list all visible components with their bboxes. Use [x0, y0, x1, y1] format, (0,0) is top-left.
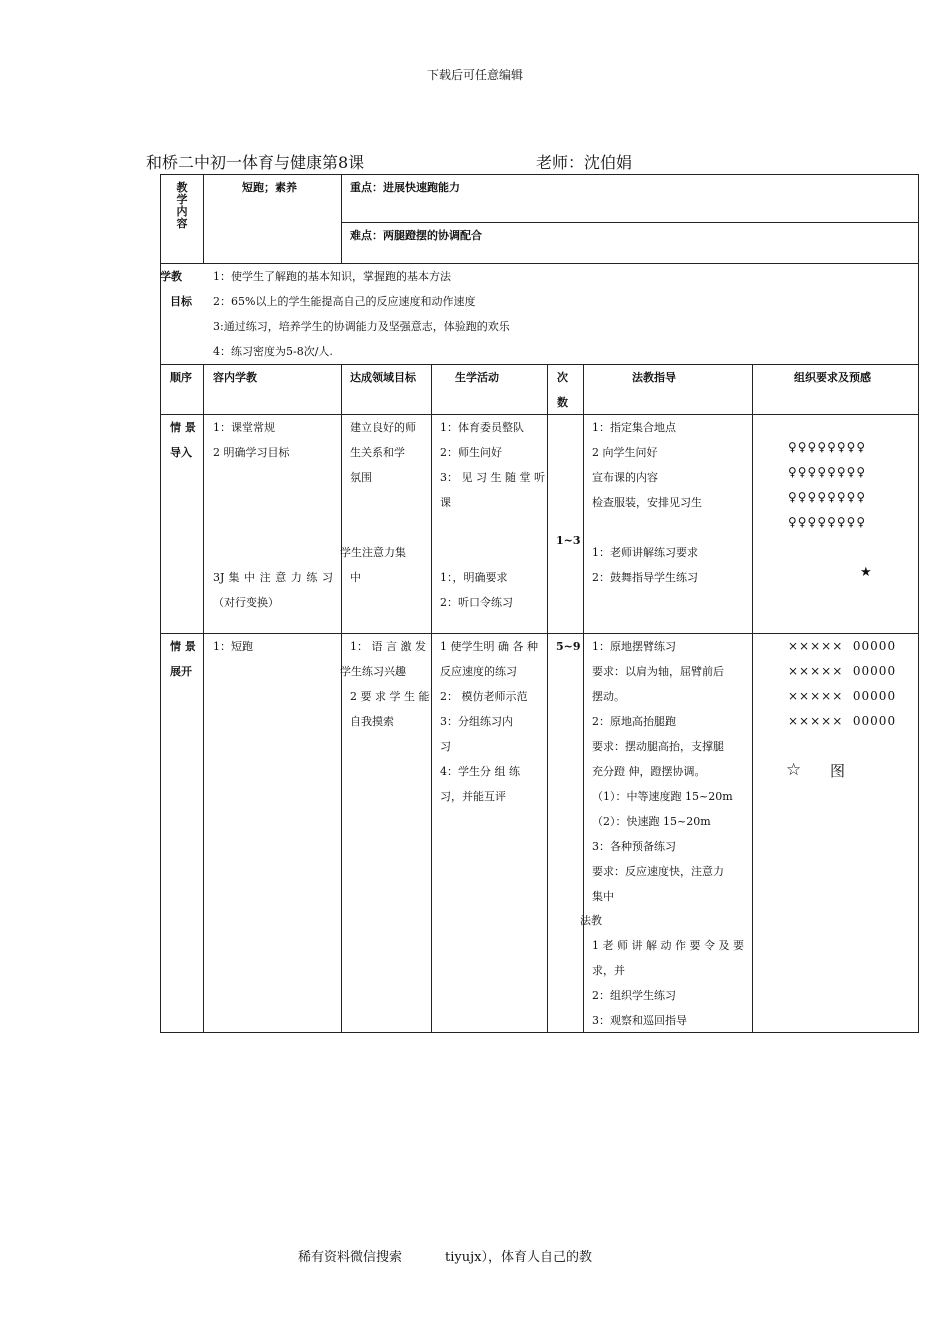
objective-line: 2：65%以上的学生能提高自己的反应速度和动作速度 — [213, 295, 476, 308]
formation-row: ♀♀♀♀♀♀♀♀ — [788, 515, 867, 529]
formation-row: ××××× 00000 — [788, 689, 897, 703]
section2-method: 3：各种预备练习 — [592, 840, 676, 853]
section1-student: 2：听口令练习 — [440, 596, 513, 609]
figure-label: 图 — [830, 762, 847, 780]
section1-student: 3： 见 习 生 随 堂 听 — [440, 471, 545, 484]
section2-method — [592, 933, 744, 958]
difficulty: 难点：两腿蹬摆的协调配合 — [350, 229, 482, 242]
footer-right: tiyujx），体育人自己的教 — [445, 1250, 592, 1265]
table-border-bottom — [160, 1032, 919, 1033]
col-header-org: 组织要求及预感 — [794, 371, 871, 384]
section1-student: 2：师生问好 — [440, 446, 502, 459]
section2-method: 充分蹬 伸，蹬摆协调。 — [592, 765, 706, 778]
section1-order: 导入 — [170, 446, 192, 459]
table-border-left — [160, 174, 161, 1033]
formation-row: ♀♀♀♀♀♀♀♀ — [788, 440, 867, 454]
section1-content-line: 3J 集 中 注 意 力 练 习 — [213, 571, 333, 584]
col-header-order: 顺序 — [170, 371, 192, 384]
content-label: 教 学 内 容 — [176, 181, 188, 230]
section2-method: 2：组织学生练习 — [592, 989, 676, 1002]
section2-student: 习，并能互评 — [440, 790, 506, 803]
table-divider — [547, 364, 548, 1033]
section2-method: （2）：快速跑 15~20m — [592, 815, 711, 828]
section2-method: 1：原地摆臂练习 — [592, 640, 676, 653]
col-header-count: 次 — [557, 371, 568, 384]
col-header-method: 法教指导 — [632, 371, 676, 384]
key-point: 重点：进展快速跑能力 — [350, 181, 460, 194]
section1-goal: 中 — [350, 571, 361, 584]
section2-method: 求，并 — [592, 964, 625, 977]
section1-content — [213, 565, 333, 590]
section2-goal: 2 要 求 学 生 能 — [350, 690, 430, 703]
section2-student: 1 使学生明 确 各 种 — [440, 640, 538, 653]
section2-method: 摆动。 — [592, 690, 625, 703]
section1-method: 宣布课的内容 — [592, 471, 658, 484]
section1-goal: 氛围 — [350, 471, 372, 484]
hollow-star-icon: ☆ — [786, 760, 803, 780]
section2-student: 反应速度的练习 — [440, 665, 517, 678]
section1-method: 2 向学生问好 — [592, 446, 658, 459]
section2-goal: 1： 语 言 激 发 — [350, 640, 426, 653]
table-divider — [203, 364, 204, 1033]
star-icon: ★ — [860, 565, 873, 580]
formation-row: ××××× 00000 — [788, 664, 897, 678]
objective-line: 3:通过练习，培养学生的协调能力及坚强意志，体验跑的欢乐 — [213, 320, 510, 333]
section1-method: 检查服装，安排见习生 — [592, 496, 702, 509]
section1-content: （对行变换） — [213, 596, 279, 609]
table-divider — [752, 364, 753, 1033]
section2-method: （1）：中等速度跑 15~20m — [592, 790, 733, 803]
section1-count: 1~3 — [556, 534, 581, 547]
formation-row: ♀♀♀♀♀♀♀♀ — [788, 465, 867, 479]
section1-goal: 生关系和学 — [350, 446, 405, 459]
footer-left: 稀有资料微信搜索 — [298, 1250, 403, 1265]
section1-student: 课 — [440, 496, 451, 509]
section1-goal: 建立良好的师 — [350, 421, 416, 434]
section1-order: 情 景 — [170, 421, 196, 434]
section2-method: 要求：以肩为轴，屈臂前后 — [592, 665, 724, 678]
section2-method: 2：原地高抬腿跑 — [592, 715, 676, 728]
section2-method: 要求：摆动腿高抬，支撑腿 — [592, 740, 724, 753]
section1-method: 2：鼓舞指导学生练习 — [592, 571, 698, 584]
section2-method-line: 1 老 师 讲 解 动 作 要 令 及 要 — [592, 939, 744, 952]
formation-row: ♀♀♀♀♀♀♀♀ — [788, 490, 867, 504]
section1-goal: 学生注意力集 — [340, 546, 406, 559]
objective-line: 4：练习密度为5-8次/人. — [213, 345, 333, 358]
section1-content: 1：课堂常规 — [213, 421, 275, 434]
col-header-goal: 达成领域目标 — [350, 371, 416, 384]
table-divider — [203, 174, 204, 264]
objectives-label: 学教 — [160, 270, 182, 283]
section2-goal: 学生练习兴趣 — [340, 665, 406, 678]
section2-order: 展开 — [170, 665, 192, 678]
section2-method-label: 法教 — [580, 914, 602, 927]
teacher-name: 老师：沈伯娟 — [536, 153, 633, 172]
section2-student: 4：学生分 组 练 — [440, 765, 520, 778]
table-border-right — [918, 174, 919, 1033]
section1-student: 1：体育委员整队 — [440, 421, 524, 434]
section1-method: 1：指定集合地点 — [592, 421, 676, 434]
section1-method: 1：老师讲解练习要求 — [592, 546, 698, 559]
section2-student: 习 — [440, 740, 451, 753]
col-header-count: 数 — [557, 396, 568, 409]
section2-method: 集中 — [592, 890, 614, 903]
col-header-content: 容内学教 — [213, 371, 257, 384]
section2-order: 情 景 — [170, 640, 196, 653]
section2-goal: 自我摸索 — [350, 715, 394, 728]
table-divider — [341, 364, 342, 1033]
table-divider — [431, 364, 432, 1033]
section1-content: 2 明确学习目标 — [213, 446, 290, 459]
section2-method: 要求：反应速度快，注意力 — [592, 865, 724, 878]
section2-content: 1：短跑 — [213, 640, 253, 653]
objective-line: 1：使学生了解跑的基本知识，掌握跑的基本方法 — [213, 270, 451, 283]
section2-method: 3：观察和巡回指导 — [592, 1014, 687, 1027]
section1-student: 1：，明确要求 — [440, 571, 508, 584]
lesson-title: 和桥二中初一体育与健康第8课 — [146, 153, 365, 172]
section2-count: 5~9 — [556, 640, 581, 653]
section2-student: 2： 模仿老师示范 — [440, 690, 528, 703]
col-header-student: 生学活动 — [455, 371, 499, 384]
content-value: 短跑；素养 — [242, 181, 297, 194]
formation-row: ××××× 00000 — [788, 714, 897, 728]
header-note: 下载后可任意编辑 — [426, 68, 523, 82]
table-divider — [341, 174, 342, 264]
formation-row: ××××× 00000 — [788, 639, 897, 653]
section2-student: 3：分组练习内 — [440, 715, 513, 728]
objectives-label: 目标 — [170, 295, 192, 308]
